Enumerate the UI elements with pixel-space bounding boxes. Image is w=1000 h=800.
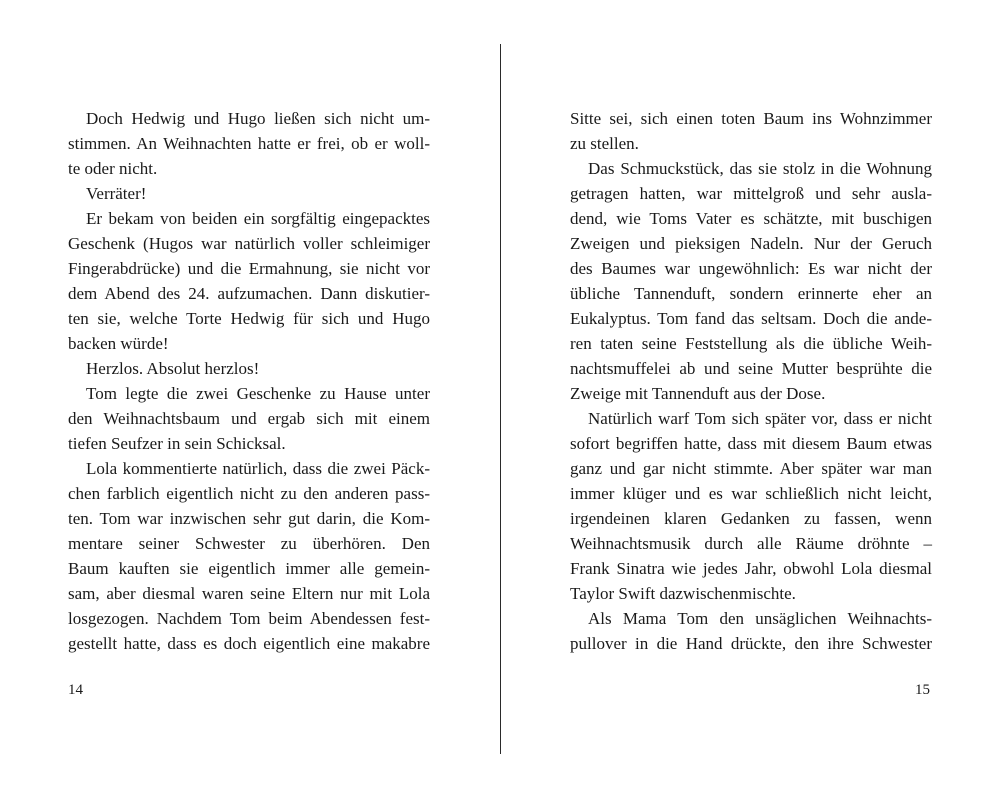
text-line: tiefen Seufzer in sein Schicksal. <box>68 434 286 453</box>
text-line: Als Mama Tom den unsäglichen Weihnachts- <box>588 609 932 628</box>
text-line: mentare seiner Schwester zu überhören. Den <box>68 534 430 553</box>
text-line: übliche Tannenduft, sondern erinnerte eher an <box>570 284 932 303</box>
text-line: irgendeinen klaren Gedanken zu fassen, wenn <box>570 509 932 528</box>
text-line: zu stellen. <box>570 134 639 153</box>
text-line: gestellt hatte, dass es doch eigentlich eine makabre <box>68 634 430 653</box>
text-line: backen würde! <box>68 334 169 353</box>
left-page-number: 14 <box>68 682 83 698</box>
left-page <box>68 106 430 656</box>
text-line: Eukalyptus. Tom fand das seltsam. Doch die ande- <box>570 309 932 328</box>
text-line: des Baumes war ungewöhnlich: Es war nicht der <box>570 259 932 278</box>
text-line: Er bekam von beiden ein sorgfältig eingepacktes <box>86 209 430 228</box>
text-line: Geschenk (Hugos war natürlich voller schleimiger <box>68 234 430 253</box>
text-line: Sitte sei, sich einen toten Baum ins Wohnzimmer <box>570 109 932 128</box>
right-page <box>570 106 932 656</box>
right-page-number: 15 <box>915 682 930 698</box>
text-line: Tom legte die zwei Geschenke zu Hause unter <box>86 384 430 403</box>
text-line: sofort begriffen hatte, dass mit diesem Baum etwas <box>570 434 932 453</box>
text-line: pullover in die Hand drückte, den ihre Schwester <box>570 634 932 653</box>
text-line: Verräter! <box>86 184 147 203</box>
text-line: Das Schmuckstück, das sie stolz in die Wohnung <box>588 159 932 178</box>
text-line: Taylor Swift dazwischenmischte. <box>570 584 796 603</box>
text-line: chen farblich eigentlich nicht zu den anderen pass- <box>68 484 430 503</box>
text-line: stimmen. An Weihnachten hatte er frei, ob er woll- <box>68 134 430 153</box>
text-line: immer klüger und es war schließlich nicht leicht, <box>570 484 932 503</box>
text-line: den Weihnachtsbaum und ergab sich mit einem <box>68 409 430 428</box>
text-line: Frank Sinatra wie jedes Jahr, obwohl Lola diesmal <box>570 559 932 578</box>
text-line: losgezogen. Nachdem Tom beim Abendessen fest- <box>68 609 430 628</box>
text-line: Zweige mit Tannenduft aus der Dose. <box>570 384 826 403</box>
text-line: Lola kommentierte natürlich, dass die zwei Päck- <box>86 459 430 478</box>
text-line: Zweigen und pieksigen Nadeln. Nur der Geruch <box>570 234 932 253</box>
text-line: Baum kauften sie eigentlich immer alle gemein- <box>68 559 430 578</box>
text-line: ten. Tom war inzwischen sehr gut darin, die Kom- <box>68 509 430 528</box>
text-line: Herzlos. Absolut herzlos! <box>86 359 260 378</box>
text-line: dem Abend des 24. aufzumachen. Dann diskutier- <box>68 284 430 303</box>
text-line: ganz und gar nicht stimmte. Aber später war man <box>570 459 932 478</box>
gutter-divider <box>500 44 501 754</box>
text-line: Fingerabdrücke) und die Ermahnung, sie nicht vor <box>68 259 430 278</box>
text-line: sam, aber diesmal waren seine Eltern nur mit Lola <box>68 584 430 603</box>
text-line: te oder nicht. <box>68 159 158 178</box>
text-line: getragen hatten, war mittelgroß und sehr ausla- <box>570 184 932 203</box>
text-line: dend, wie Toms Vater es schätzte, mit buschigen <box>570 209 932 228</box>
text-line: ten sie, welche Torte Hedwig für sich und Hugo <box>68 309 430 328</box>
text-line: nachtsmuffelei ab und seine Mutter besprühte die <box>570 359 932 378</box>
text-line: Natürlich warf Tom sich später vor, dass er nicht <box>588 409 932 428</box>
text-line: Weihnachtsmusik durch alle Räume dröhnte – <box>570 534 932 553</box>
text-line: Doch Hedwig und Hugo ließen sich nicht um- <box>86 109 430 128</box>
text-line: ren taten seine Feststellung als die übliche Weih- <box>570 334 932 353</box>
